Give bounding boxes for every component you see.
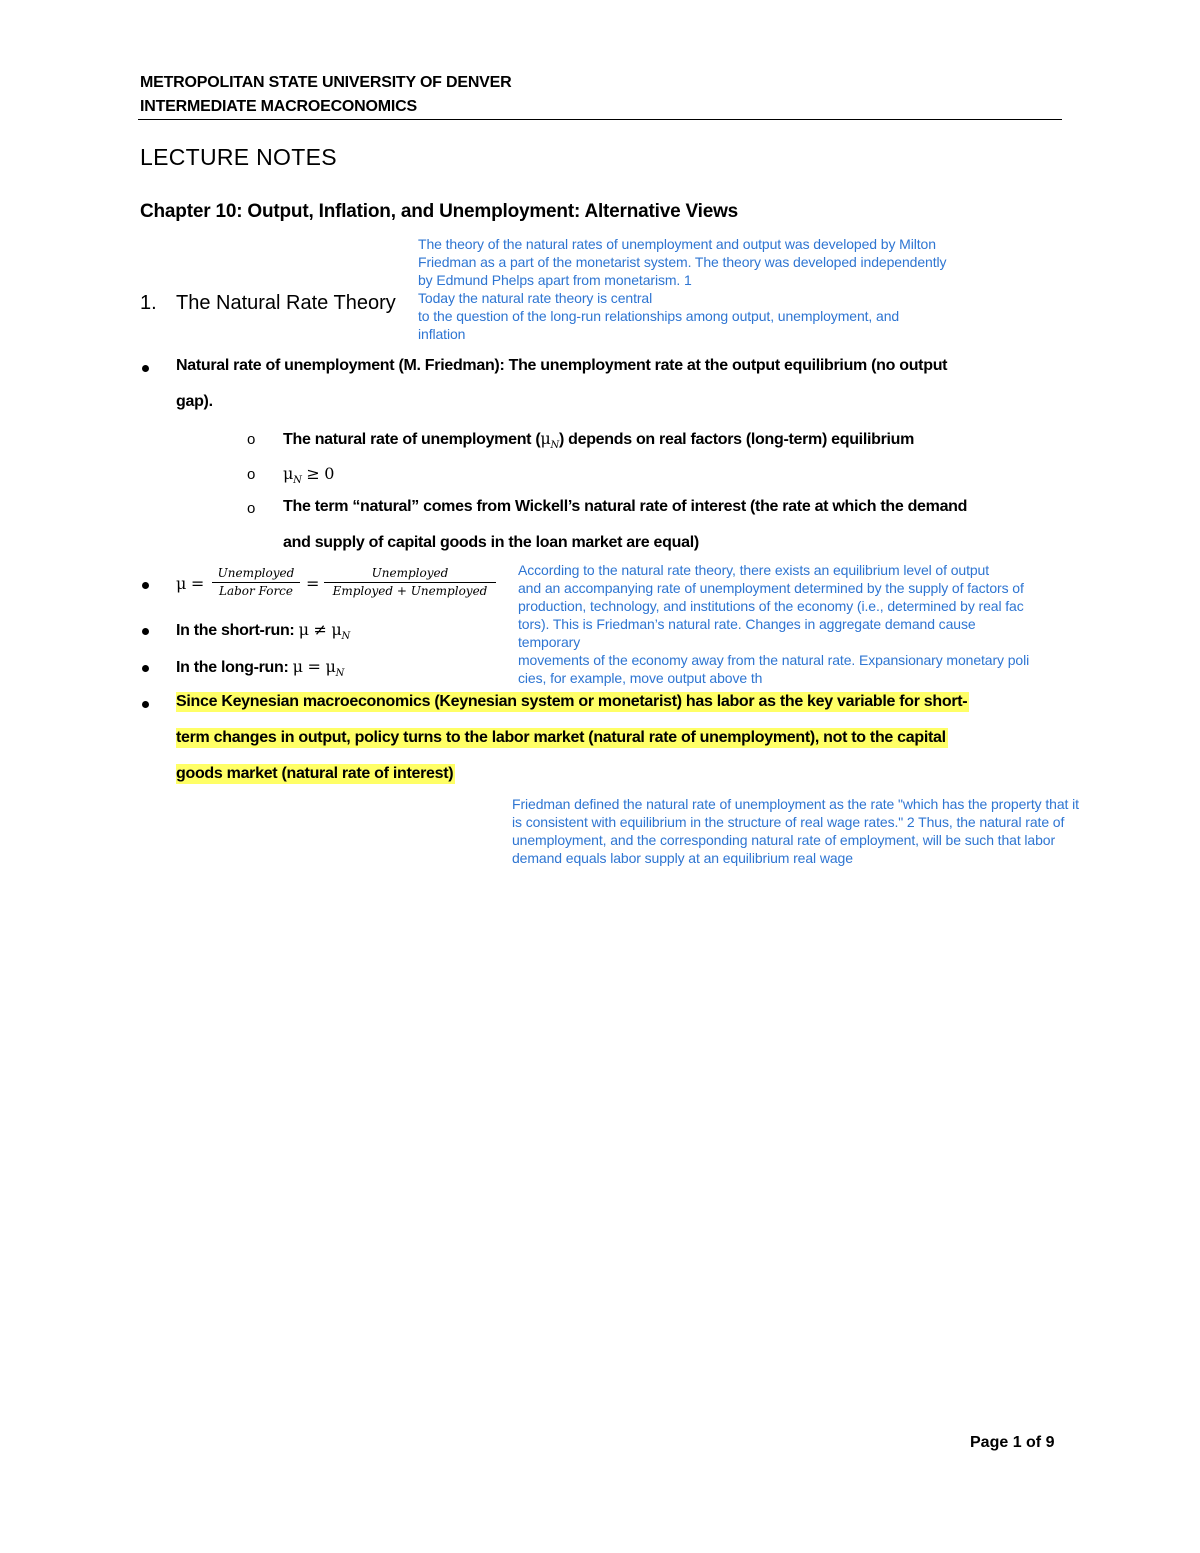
fraction-labor-force	[212, 566, 300, 598]
note-line: According to the natural rate theory, there exists an equilibrium level of output	[518, 562, 990, 578]
relation-text: ≥ 0	[301, 464, 335, 483]
subscript-n: N	[550, 440, 559, 452]
bullet-natural-rate-cont: gap).	[176, 393, 213, 410]
mu-symbol: μ	[325, 657, 336, 676]
note-line: to the question of the long-run relationships among output, unemployment, and	[418, 308, 900, 324]
relation-text: ≠	[308, 620, 332, 639]
note-line: inflation	[418, 326, 466, 342]
note-line: movements of the economy away from the natural rate. Expansionary monetary poli	[518, 652, 1030, 668]
highlight-text: term changes in output, policy turns to the labor market (natural rate of unemployment), not to the capital	[176, 729, 946, 746]
sub-bullet-text: ) depends on real factors (long-term) equilibrium	[558, 431, 915, 448]
fraction-employed	[324, 566, 496, 598]
note-line: tors). This is Friedman’s natural rate. Changes in aggregate demand cause	[518, 616, 976, 632]
fraction-bar	[212, 582, 300, 583]
note-line: unemployment, and the corresponding natural rate of employment, will be such that labor	[512, 832, 1056, 848]
long-run-label: In the long-run:	[176, 659, 293, 676]
mu-n-symbol	[283, 464, 302, 487]
subscript-n: N	[293, 475, 302, 487]
relation-text: =	[302, 657, 326, 676]
annotation-note-3	[512, 795, 1079, 867]
section-number: 1.	[140, 292, 157, 314]
equals-sign: =	[306, 574, 320, 593]
bullet-marker	[142, 628, 149, 635]
sub-bullet-marker: o	[247, 431, 256, 448]
fraction-denominator: Labor Force	[218, 584, 294, 598]
fraction-denominator: Employed + Unemployed	[332, 584, 488, 598]
bullet-natural-rate: Natural rate of unemployment (M. Friedman): The unemployment rate at the output equilibrium (no output	[176, 357, 948, 374]
note-line: is consistent with equilibrium in the structure of real wage rates." 2 Thus, the natural rate of	[512, 814, 1065, 830]
sub-bullet-marker: o	[247, 500, 256, 517]
formula-lhs	[176, 574, 204, 594]
formula-lhs-text: μ =	[176, 574, 204, 593]
sub-bullet-wickell: The term “natural” comes from Wickell’s natural rate of interest (the rate at which the demand	[283, 498, 968, 515]
note-line: cies, for example, move output above th	[518, 670, 763, 686]
sub-bullet-real-factors	[283, 429, 914, 451]
annotation-note-2	[518, 561, 1029, 687]
course-name: INTERMEDIATE MACROECONOMICS	[140, 98, 417, 115]
mu-symbol: μ	[283, 464, 294, 483]
sub-bullet-text: The natural rate of unemployment (	[283, 431, 541, 448]
sub-bullet-wickell-cont: and supply of capital goods in the loan market are equal)	[283, 534, 699, 551]
mu-symbol: μ	[331, 620, 342, 639]
note-line: Friedman as a part of the monetarist system. The theory was developed independently	[418, 254, 947, 270]
mu-n-symbol	[331, 620, 350, 643]
note-line: Friedman defined the natural rate of unemployment as the rate "which has the property that it	[512, 796, 1079, 812]
formula-equals	[306, 574, 319, 594]
highlighted-line	[176, 729, 948, 747]
note-line: The theory of the natural rates of unemployment and output was developed by Milton	[418, 236, 936, 252]
note-line: Today the natural rate theory is central	[418, 290, 653, 306]
note-line: temporary	[518, 634, 581, 650]
fraction-numerator: Unemployed	[371, 566, 449, 580]
university-name: METROPOLITAN STATE UNIVERSITY OF DENVER	[140, 74, 512, 91]
mu-n-symbol	[540, 429, 559, 452]
mu-n-symbol	[325, 657, 345, 680]
short-run-label: In the short-run:	[176, 622, 299, 639]
note-line: demand equals labor supply at an equilibrium real wage	[512, 850, 853, 866]
subscript-n: N	[335, 668, 345, 680]
note-line: production, technology, and institutions of the economy (i.e., determined by real fac	[518, 598, 1024, 614]
sub-bullet-mu-nonneg	[283, 464, 334, 486]
subscript-n: N	[341, 631, 350, 643]
mu-symbol: μ	[298, 620, 309, 639]
note-line: by Edmund Phelps apart from monetarism. 1	[418, 272, 692, 288]
note-line: and an accompanying rate of unemployment determined by the supply of factors of	[518, 580, 1024, 596]
section-heading	[140, 292, 396, 315]
annotation-note-1	[418, 235, 946, 343]
lecture-title: LECTURE NOTES	[140, 144, 337, 170]
bullet-marker	[142, 665, 149, 672]
bullet-long-run	[176, 657, 344, 679]
highlighted-line	[176, 765, 455, 783]
mu-symbol: μ	[292, 657, 303, 676]
mu-symbol: μ	[540, 429, 551, 448]
fraction-numerator: Unemployed	[217, 566, 295, 580]
page-number: Page 1 of 9	[970, 1434, 1055, 1451]
bullet-marker	[142, 701, 149, 708]
highlighted-line	[176, 693, 969, 711]
sub-bullet-marker: o	[247, 466, 256, 483]
section-title: The Natural Rate Theory	[176, 292, 396, 314]
highlight-text: goods market (natural rate of interest)	[176, 765, 454, 782]
fraction-bar	[324, 582, 496, 583]
bullet-marker	[142, 582, 149, 589]
bullet-short-run	[176, 620, 350, 642]
chapter-title: Chapter 10: Output, Inflation, and Unemployment: Alternative Views	[140, 201, 739, 222]
bullet-marker	[142, 365, 149, 372]
header-divider	[138, 119, 1062, 120]
highlight-text: Since Keynesian macroeconomics (Keynesian system or monetarist) has labor as the key variable for short-	[176, 693, 968, 710]
